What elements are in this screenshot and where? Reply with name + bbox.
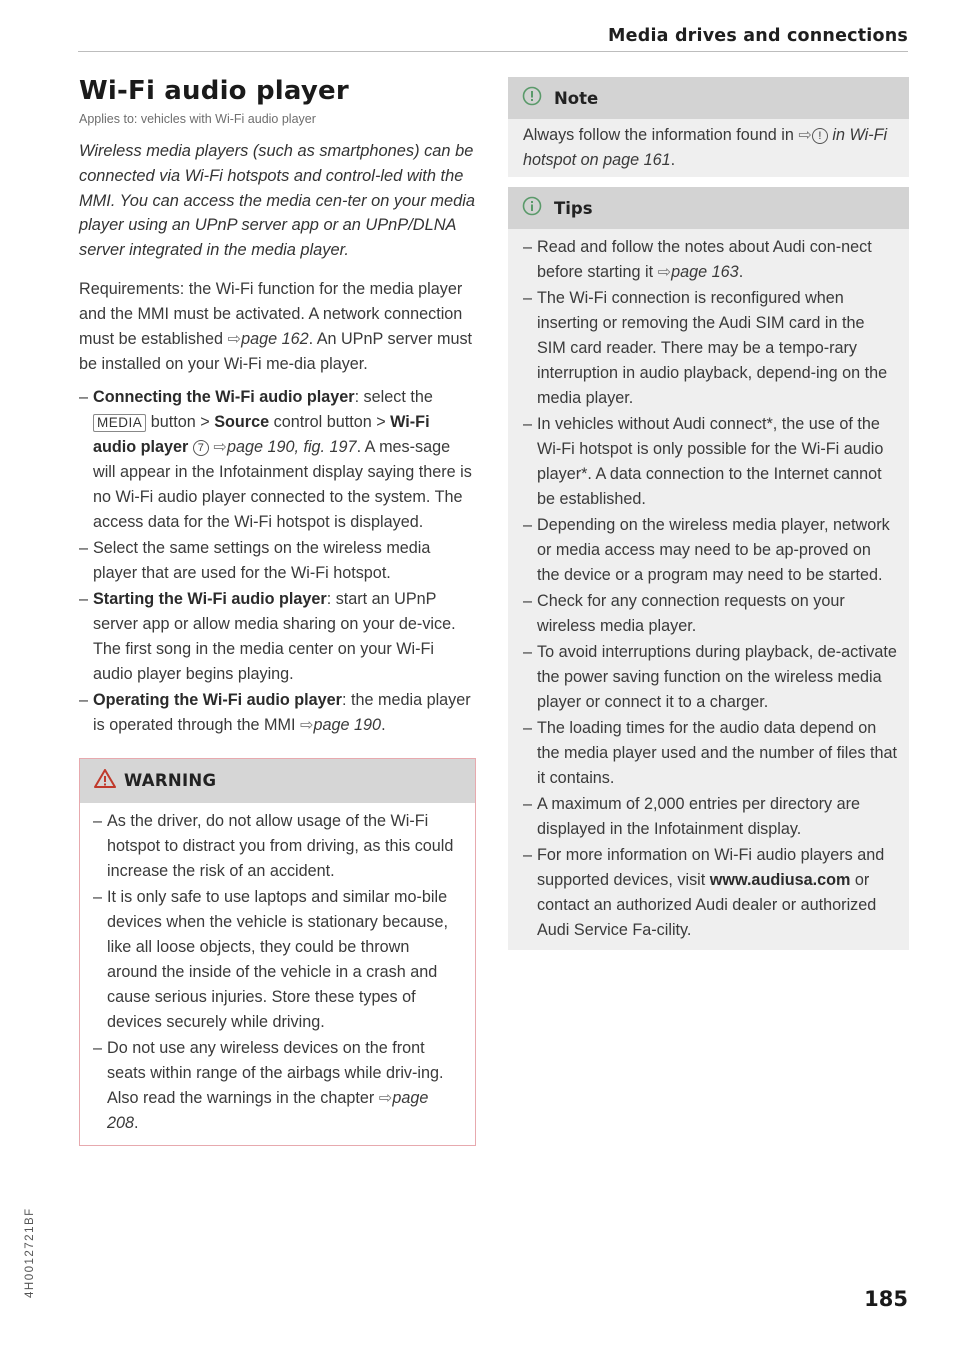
warning-list [93,809,463,1136]
source-label: Source [214,412,270,431]
page-number: 185 [864,1287,908,1311]
note-circle-icon [522,86,542,110]
requirements-paragraph [79,277,476,377]
arrow-icon: ⇨ [213,437,227,456]
note-box [508,77,909,177]
note-header [508,77,909,119]
list-item [523,235,897,285]
list-item [79,688,476,738]
tips-header [508,187,909,229]
warning-text: Do not use any wireless devices on the front seats within range of the airbags while driv-ing. Also read the warnings in the chapter [107,1038,444,1107]
step-label: Starting the Wi-Fi audio player [93,589,327,608]
list-item: – As the driver, do not allow usage of the Wi-Fi hotspot to distract you from driving, as this could increase the risk of an accident. [93,809,463,884]
steps-list [79,385,476,738]
website-link[interactable]: www.audiusa.com [709,871,851,889]
arrow-icon: ⇨ [657,263,672,281]
list-item [79,587,476,687]
document-code: 4H0012721BF [24,1207,36,1298]
warning-header [80,759,475,803]
list-item: – It is only safe to use laptops and similar mo-bile devices when the vehicle is stationary because, like all loose objects, they could be thrown around the inside of the vehicle in a crash and cause serious injuries. Store these types of devices securely while driving. [93,885,463,1035]
tips-body [508,229,909,950]
list-item: – Depending on the wireless media player, network or media access may need to be ap-proved on the device or a program may need to be started. [523,513,897,588]
page-reference-link[interactable]: page 190, fig. 197 [226,437,357,456]
list-item: – A maximum of 2,000 entries per directory are displayed in the Infotainment display. [523,792,897,842]
intro-paragraph: Wireless media players (such as smartphones) can be connected via Wi-Fi hotspots and control-led with the MMI. You can access the media cen-ter on your media player using an UPnP server app or an UPnP/DLNA server integrated in the media player. [79,142,475,260]
page-reference-link[interactable]: page 208 [107,1088,429,1132]
callout-number-icon: 7 [193,440,209,456]
header-divider [78,51,908,52]
note-body [508,119,909,177]
left-column [79,74,476,1146]
tip-text: . [738,263,744,281]
arrow-icon: ⇨ [798,126,812,144]
note-text: . [670,151,676,169]
list-item: – Select the same settings on the wireless media player that are used for the Wi-Fi hotspot. [79,536,476,586]
right-column [508,77,909,950]
step-label: Connecting the Wi-Fi audio player [93,387,355,406]
step-text: control button > [269,412,391,431]
warning-box [79,758,476,1146]
tips-box [508,187,909,950]
page-reference-link[interactable]: page 190 [313,715,382,734]
warning-text: . [134,1113,139,1132]
arrow-icon: ⇨ [378,1088,393,1107]
list-item: – To avoid interruptions during playback, de-activate the power saving function on the wireless media player or connect it to a charger. [523,640,897,715]
note-reference-icon: ! [812,128,828,144]
tip-text: or contact an authorized Audi dealer or authorized Audi Service Fa-cility. [537,871,877,939]
step-label: Operating the Wi-Fi audio player [93,690,342,709]
media-key: MEDIA [93,414,146,432]
page-reference-link[interactable]: page 162 [241,329,309,348]
warning-triangle-icon [94,769,116,792]
warning-body [80,803,475,1145]
step-text: . A mes-sage will appear in the Infotainment display saying there is no Wi-Fi audio player connected to the system. The access data for the Wi-Fi hotspot is displayed. [93,437,472,531]
list-item [93,1036,463,1136]
page-reference-link[interactable]: in Wi-Fi hotspot on page 161 [523,126,888,169]
step-text: button > [146,412,215,431]
step-text: : the media player is operated through the MMI [93,690,471,734]
info-icon [522,196,542,220]
list-item [79,385,476,535]
arrow-icon: ⇨ [227,329,242,348]
section-title: Wi-Fi audio player [79,76,349,106]
requirements-tail: . An UPnP server must be installed on your Wi-Fi me-dia player. [79,329,473,373]
page-reference-link[interactable]: page 163 [671,263,739,281]
tips-title: Tips [554,198,593,218]
tips-list [523,235,897,943]
list-item: – The Wi-Fi connection is reconfigured when inserting or removing the Audi SIM card in the SIM card reader. There may be a tempo-rary interruption in audio playback, depend-ing on the media player. [523,286,897,411]
step-text: . [381,715,386,734]
step-text: : start an UPnP server app or allow media sharing on your de-vice. The first song in the media center on your Wi-Fi audio player begins playing. [93,589,456,683]
note-text: Always follow the information found in [523,126,799,144]
wifi-audio-label: Wi-Fi audio player [93,412,430,456]
list-item: – In vehicles without Audi connect*, the use of the Wi-Fi hotspot is only possible for the Wi-Fi audio player*. A data connection to the Internet cannot be established. [523,412,897,512]
tip-text: Read and follow the notes about Audi con-nect before starting it [537,238,872,281]
arrow-icon: ⇨ [299,715,314,734]
list-item: – The loading times for the audio data depend on the media player used and the number of files that it contains. [523,716,897,791]
step-text: : select the [354,387,433,406]
warning-title: WARNING [124,771,217,791]
applies-to-text: Applies to: vehicles with Wi-Fi audio player [79,112,316,126]
requirements-text: Requirements: the Wi-Fi function for the media player and the MMI must be activated. A network connection must be established [79,279,463,348]
tip-text: For more information on Wi-Fi audio players and supported devices, visit [537,846,885,889]
chapter-header: Media drives and connections [608,26,908,46]
list-item: – Check for any connection requests on your wireless media player. [523,589,897,639]
note-title: Note [554,88,599,108]
list-item [523,843,897,943]
